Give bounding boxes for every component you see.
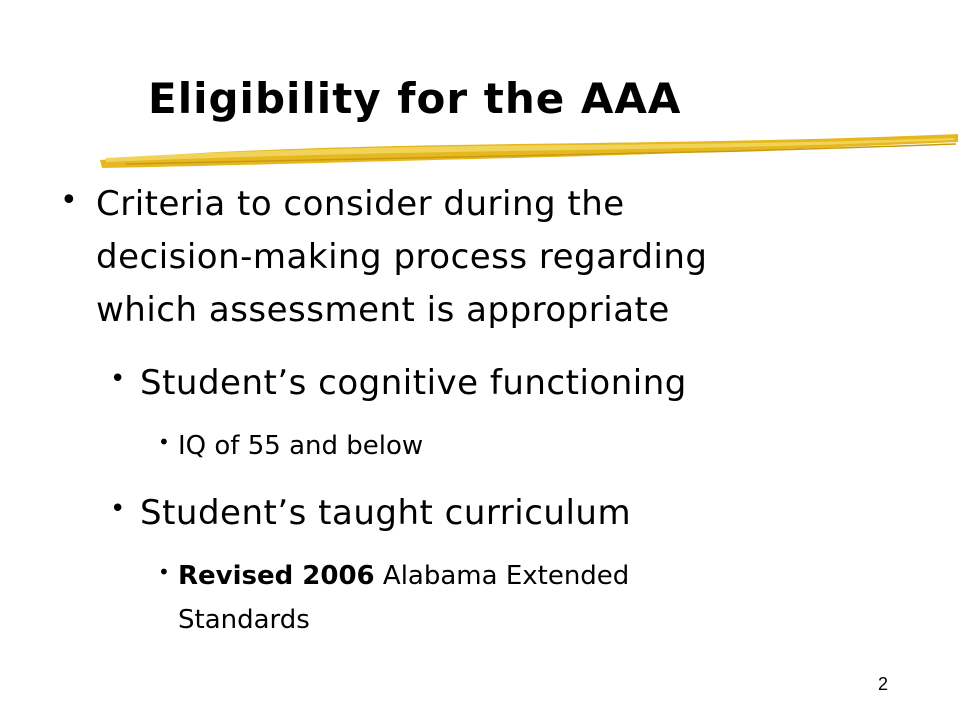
- bullet-iq: IQ of 55 and below: [178, 431, 424, 461]
- page-number: 2: [878, 674, 889, 694]
- revised-year-emphasis: Revised 2006: [178, 561, 375, 591]
- bullet-criteria-line-2: decision-making process regarding: [96, 237, 708, 277]
- bullet-level1-icon: •: [60, 183, 78, 218]
- bullet-level2-icon: •: [110, 494, 126, 524]
- bullet-taught-curriculum: Student’s taught curriculum: [140, 493, 632, 533]
- bullet-criteria: [96, 178, 708, 337]
- bullet-level3-icon: •: [158, 560, 170, 584]
- bullet-criteria-line-1: Criteria to consider during the: [96, 184, 625, 224]
- slide-title: Eligibility for the AAA: [148, 74, 682, 123]
- bullet-extended-standards-line-2: Standards: [178, 605, 310, 635]
- bullet-extended-standards-line-1: [178, 554, 629, 598]
- title-underline-brushstroke: [96, 128, 960, 178]
- standards-name-text: Alabama Extended: [374, 561, 630, 591]
- bullet-level3-icon: •: [158, 430, 170, 454]
- bullet-criteria-line-3: which assessment is appropriate: [96, 290, 670, 330]
- bullet-cognitive-functioning: Student’s cognitive functioning: [140, 363, 687, 403]
- bullet-extended-standards: [178, 554, 629, 642]
- bullet-level2-icon: •: [110, 364, 126, 394]
